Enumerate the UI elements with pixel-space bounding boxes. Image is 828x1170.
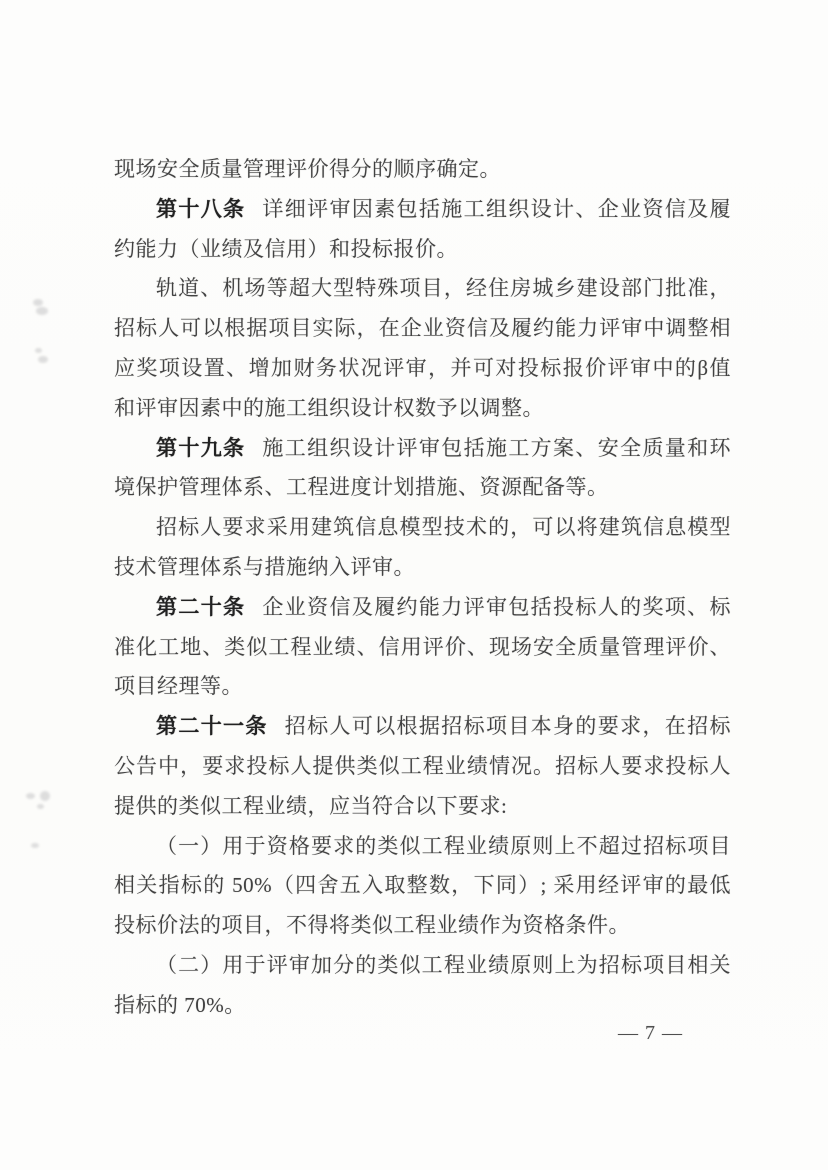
- text-line: 境保护管理体系、工程进度计划措施、资源配备等。: [114, 475, 609, 500]
- scan-artifact: [37, 804, 44, 809]
- scan-artifact: [26, 793, 35, 799]
- text-line: 第十九条 施工组织设计评审包括施工方案、安全质量和环: [156, 435, 732, 460]
- text-line: 指标的 70%。: [114, 992, 246, 1017]
- text-line: 公告中，要求投标人提供类似工程业绩情况。招标人要求投标人: [114, 753, 731, 778]
- text-block: [114, 150, 731, 1026]
- text-line: 招标人可以根据项目实际，在企业资信及履约能力评审中调整相: [114, 316, 731, 341]
- scan-artifact: [38, 356, 48, 363]
- text-line: 技术管理体系与措施纳入评审。: [114, 554, 415, 579]
- text-line: 投标价法的项目，不得将类似工程业绩作为资格条件。: [114, 913, 630, 938]
- scan-artifact: [35, 348, 42, 353]
- text-line: 项目经理等。: [114, 674, 243, 699]
- text-line: 准化工地、类似工程业绩、信用评价、现场安全质量管理评价、: [114, 634, 731, 659]
- text-line: 现场安全质量管理评价得分的顺序确定。: [114, 157, 501, 181]
- scan-artifact: [33, 299, 43, 306]
- text-line: 第二十条 企业资信及履约能力评审包括投标人的奖项、标: [156, 594, 732, 619]
- text-line: 相关指标的 50%（四舍五入取整数，下同）; 采用经评审的最低: [114, 873, 731, 898]
- text-line: 和评审因素中的施工组织设计权数予以调整。: [114, 395, 544, 420]
- text-line: 提供的类似工程业绩，应当符合以下要求:: [114, 793, 508, 818]
- article-number: 第十九条: [156, 435, 246, 460]
- text-line: （二）用于评审加分的类似工程业绩原则上为招标项目相关: [156, 952, 731, 977]
- text-line: 轨道、机场等超大型特殊项目，经住房城乡建设部门批准，: [156, 276, 731, 301]
- scan-artifact: [36, 307, 48, 315]
- article-number: 第二十条: [156, 594, 246, 619]
- page-number: — 7 —: [618, 1022, 683, 1044]
- text-line: 约能力（业绩及信用）和投标报价。: [114, 236, 458, 261]
- text-line: 应奖项设置、增加财务状况评审，并可对投标报价评审中的β值: [114, 355, 731, 380]
- scan-artifact: [40, 791, 50, 801]
- text-line: （一）用于资格要求的类似工程业绩原则上不超过招标项目: [156, 833, 731, 858]
- scan-artifact: [31, 843, 39, 848]
- article-number: 第二十一条: [156, 714, 268, 739]
- text-line: 第十八条 详细评审因素包括施工组织设计、企业资信及履: [156, 196, 732, 221]
- text-line: 招标人要求采用建筑信息模型技术的，可以将建筑信息模型: [156, 515, 731, 540]
- article-number: 第十八条: [156, 196, 246, 221]
- text-line: 第二十一条 招标人可以根据招标项目本身的要求，在招标: [156, 714, 732, 739]
